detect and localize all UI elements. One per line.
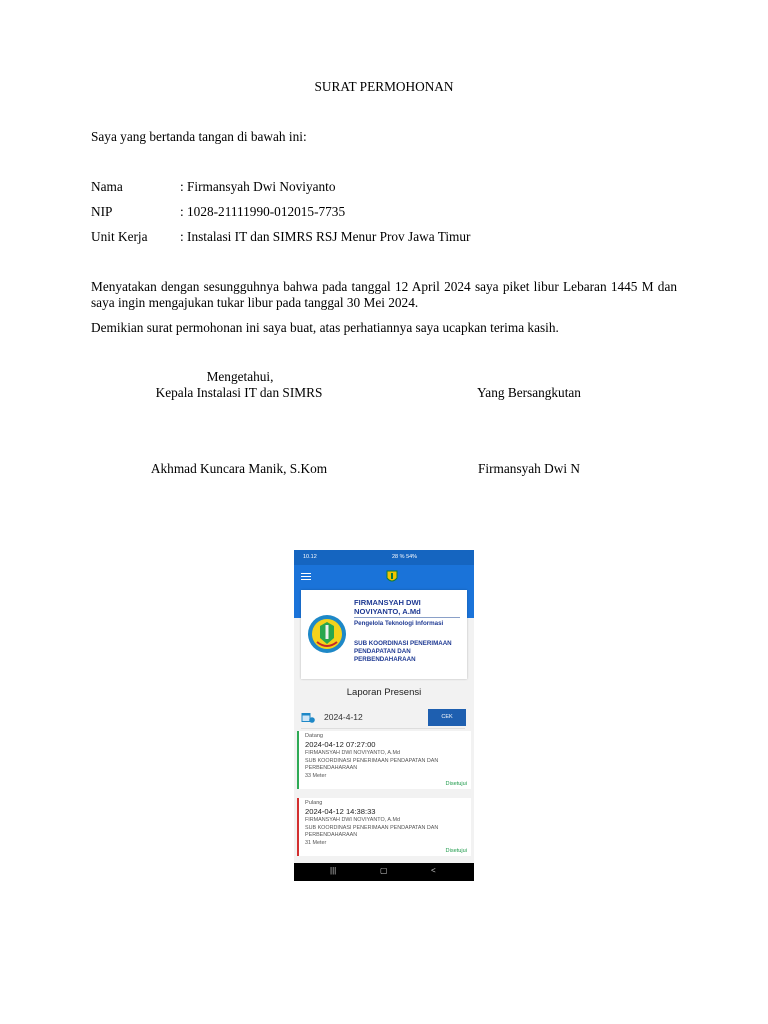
sign-left-line2: Kepala Instalasi IT dan SIMRS — [155, 385, 323, 400]
sign-left-name: Akhmad Kuncara Manik, S.Kom — [150, 461, 328, 476]
sign-left-line1: Mengetahui, — [206, 369, 274, 384]
sign-right-line: Yang Bersangkutan — [477, 385, 581, 400]
record-distance: 33 Meter — [305, 773, 327, 779]
status-time: 10.12 — [303, 554, 317, 560]
profile-unit: SUB KOORDINASI PENERIMAAN PENDAPATAN DAN PERBENDAHARAAN — [354, 640, 452, 663]
menu-icon[interactable] — [301, 573, 311, 580]
field-label-nip: NIP — [91, 204, 113, 219]
back-icon[interactable]: < — [431, 866, 436, 875]
status-bar — [294, 550, 474, 565]
attendance-record[interactable] — [297, 731, 471, 789]
record-time: 2024-04-12 14:38:33 — [305, 807, 376, 816]
record-unit: SUB KOORDINASI PENERIMAAN PENDAPATAN DAN PERBENDAHARAAN — [305, 825, 439, 838]
attendance-app-screenshot — [294, 550, 474, 881]
profile-name: FIRMANSYAH DWI NOVIYANTO, A.Md — [354, 598, 421, 616]
profile-job: Pengelola Teknologi Informasi — [354, 620, 444, 627]
record-unit: SUB KOORDINASI PENERIMAAN PENDAPATAN DAN PERBENDAHARAAN — [305, 758, 439, 771]
record-name: FIRMANSYAH DWI NOVIYANTO, A.Md — [305, 817, 400, 823]
record-time: 2024-04-12 07:27:00 — [305, 740, 376, 749]
field-value-unit-kerja: : Instalasi IT dan SIMRS RSJ Menur Prov Jawa Timur — [180, 229, 471, 244]
field-label-unit-kerja: Unit Kerja — [91, 229, 148, 244]
letter-intro: Saya yang bertanda tangan di bawah ini: — [91, 129, 307, 144]
section-title: Laporan Presensi — [346, 687, 422, 698]
date-value[interactable]: 2024-4-12 — [324, 712, 363, 722]
letter-title: SURAT PERMOHONAN — [314, 79, 454, 94]
system-nav-bar — [294, 863, 474, 881]
recent-apps-icon[interactable]: ||| — [330, 866, 337, 875]
attendance-record[interactable] — [297, 798, 471, 856]
cek-button[interactable]: CEK — [428, 709, 466, 726]
record-status-bar — [297, 798, 299, 856]
date-picker-row — [301, 709, 465, 726]
record-status-bar — [297, 731, 299, 789]
app-logo-icon — [386, 570, 398, 584]
record-status: Disetujui — [445, 781, 467, 787]
field-value-nama: : Firmansyah Dwi Noviyanto — [180, 179, 336, 194]
statement-paragraph: Menyatakan dengan sesungguhnya bahwa pada tanggal 12 April 2024 saya piket libur Lebaran 1445 M dan saya ingin mengajukan tukar libur pada tanggal 30 Mei 2024. — [91, 279, 677, 310]
record-type: Datang — [305, 733, 324, 739]
record-name: FIRMANSYAH DWI NOVIYANTO, A.Md — [305, 750, 400, 756]
record-status: Disetujui — [445, 848, 467, 854]
field-value-nip: : 1028-21111990-012015-7735 — [180, 204, 346, 219]
sign-right-name: Firmansyah Dwi N — [478, 461, 580, 476]
status-indicators: 28 % 54% — [392, 554, 418, 560]
record-distance: 31 Meter — [305, 840, 327, 846]
profile-card — [301, 590, 467, 679]
province-emblem-icon — [307, 614, 347, 654]
calendar-icon[interactable] — [301, 712, 315, 723]
closing-paragraph: Demikian surat permohonan ini saya buat, atas perhatiannya saya ucapkan terima kasih. — [91, 320, 559, 335]
home-icon[interactable]: ▢ — [380, 866, 388, 875]
field-label-nama: Nama — [91, 179, 123, 194]
profile-divider — [354, 617, 460, 618]
record-type: Pulang — [305, 800, 323, 806]
date-divider — [301, 728, 465, 729]
